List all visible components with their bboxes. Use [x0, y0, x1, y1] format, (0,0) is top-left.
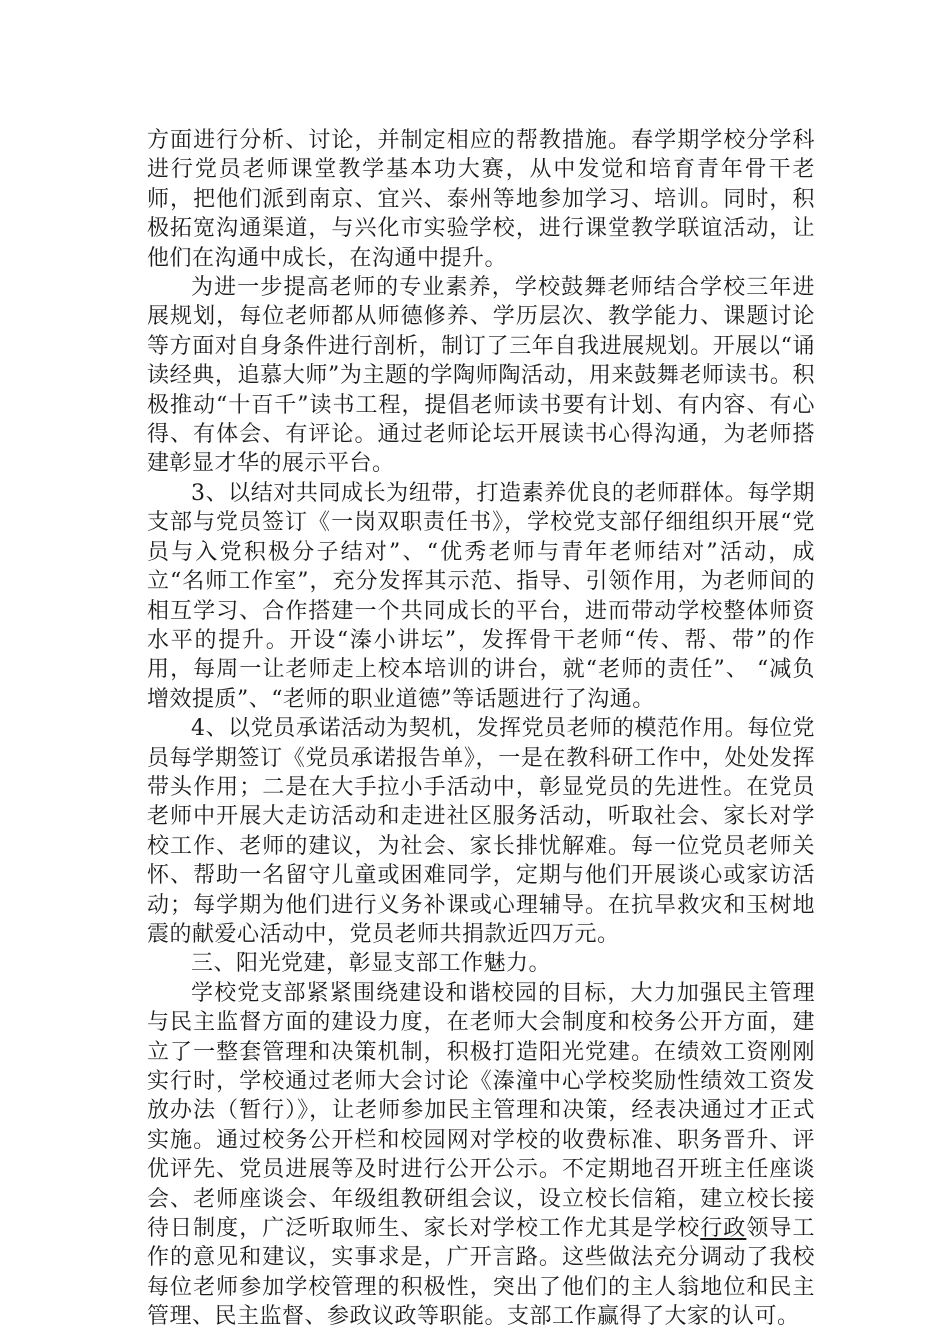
paragraph-6-part-1: 学校党支部紧紧围绕建设和谐校园的目标，大力加强民主管理与民主监督方面的建设力度，在老师大会制度和校务公开方面，建立了一整套管理和决策机制，积极打造阳光党建。在绩效工资刚刚实行时，学校通过老师大会讨论《溱潼中心学校奖励性绩效工资发放办法（暂行）》，让老师参加民主管理和决策，经表决通过才正式实施。通过校务公开栏和校园网对学校的收费标准、职务晋升、评优评先、党员进展等及时进行公开公示。不定期地召开班主任座谈会、老师座谈会、年级组教研组会议，设立校长信箱，建立校长接待日制度，广泛听取师生、家长对学校工作尤其是学校 — [147, 980, 815, 1242]
paragraph-6 — [147, 979, 815, 1332]
underlined-word: 行政 — [700, 1216, 747, 1242]
paragraph-4: 4、以党员承诺活动为契机，发挥党员老师的模范作用。每位党员每学期签订《党员承诺报告单》，一是在教科研工作中，处处发挥带头作用；二是在大手拉小手活动中，彰显党员的先进性。在党员老师中开展大走访活动和走进社区服务活动，听取社会、家长对学校工作、老师的建议，为社会、家长排忧解难。每一位党员老师关怀、帮助一名留守儿童或困难同学，定期与他们开展谈心或家访活动；每学期为他们进行义务补课或心理辅导。在抗旱救灾和玉树地震的献爱心活动中，党员老师共捐款近四万元。 — [147, 716, 815, 947]
paragraph-1: 方面进行分析、讨论，并制定相应的帮教措施。春学期学校分学科进行党员老师课堂教学基本功大赛，从中发觉和培育青年骨干老师，把他们派到南京、宜兴、泰州等地参加学习、培训。同时，积极拓宽沟通渠道，与兴化市实验学校，进行课堂教学联谊活动，让他们在沟通中成长，在沟通中提升。 — [147, 128, 815, 271]
section-heading-3: 三、阳光党建，彰显支部工作魅力。 — [191, 951, 552, 977]
document-body — [147, 126, 815, 1332]
paragraph-3: 3、以结对共同成长为纽带，打造素养优良的老师群体。每学期支部与党员签订《一岗双职责任书》，学校党支部仔细组织开展“党员与入党积极分子结对”、“优秀老师与青年老师结对”活动，成立“名师工作室”，充分发挥其示范、指导、引领作用，为老师间的相互学习、合作搭建一个共同成长的平台，进而带动学校整体师资水平的提升。开设“溱小讲坛”，发挥骨干老师“传、帮、带”的作用，每周一让老师走上校本培训的讲台，就“老师的责任”、 “减负增效提质”、“老师的职业道德”等话题进行了沟通。 — [147, 480, 815, 712]
paragraph-2: 为进一步提高老师的专业素养，学校鼓舞老师结合学校三年进展规划，每位老师都从师德修养、学历层次、教学能力、课题讨论等方面对自身条件进行剖析，制订了三年自我进展规划。开展以“诵读经典，追慕大师”为主题的学陶师陶活动，用来鼓舞老师读书。积极推动“十百千”读书工程，提倡老师读书要有计划、有内容、有心得、有体会、有评论。通过老师论坛开展读书心得沟通，为老师搭建彰显才华的展示平台。 — [147, 275, 815, 477]
paragraph-6-part-2: 领导工作的意见和建议，实事求是，广开言路。这些做法充分调动了我校每位老师参加学校管理的积极性，突出了他们的主人翁地位和民主管理、民主监督、参政议政等职能。支部工作赢得了大家的认可。 — [147, 1216, 815, 1330]
